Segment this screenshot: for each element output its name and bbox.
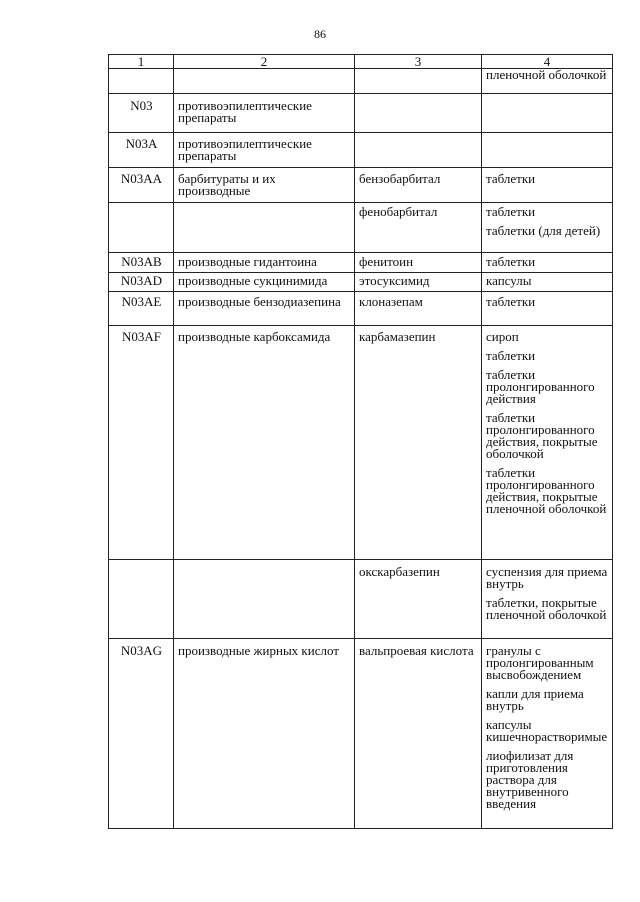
dosage-form: капсулы — [486, 273, 532, 288]
dosage-form: таблетки (для детей) — [486, 223, 601, 238]
group-cell: противоэпилептические препараты — [174, 133, 355, 168]
atc-code-cell: N03 — [109, 94, 174, 133]
page-number: 86 — [314, 27, 326, 41]
table-row — [109, 560, 613, 639]
group-cell: производные жирных кислот — [174, 639, 355, 829]
dosage-form: суспензия для приема внутрь — [486, 564, 608, 591]
drug-name-cell — [355, 133, 482, 168]
dosage-form: пленочной оболочкой — [486, 67, 607, 82]
table-row — [109, 94, 613, 133]
drug-name-cell — [355, 69, 482, 94]
drug-name-cell: клоназепам — [355, 292, 482, 326]
drug-name-cell: бензобарбитал — [355, 168, 482, 203]
dosage-form: гранулы с пролонгированным высвобождением — [486, 643, 594, 682]
group-cell: противоэпилептические препараты — [174, 94, 355, 133]
table-row — [109, 292, 613, 326]
drug-name-cell: этосуксимид — [355, 273, 482, 292]
dosage-forms-cell — [482, 292, 613, 326]
dosage-form: сироп — [486, 329, 519, 344]
drug-name-cell: фенобарбитал — [355, 203, 482, 253]
dosage-forms-cell — [482, 168, 613, 203]
table-row — [109, 273, 613, 292]
table-row — [109, 203, 613, 253]
dosage-form: таблетки пролонгированного действия — [486, 367, 595, 406]
dosage-forms-cell — [482, 69, 613, 94]
dosage-form: капсулы кишечнорастворимые — [486, 717, 608, 744]
drug-name-cell — [355, 94, 482, 133]
dosage-form: таблетки — [486, 171, 536, 186]
drug-name-cell: окскарбазепин — [355, 560, 482, 639]
table-row — [109, 326, 613, 560]
atc-code-cell — [109, 69, 174, 94]
group-cell: барбитураты и их производные — [174, 168, 355, 203]
group-cell: производные гидантоина — [174, 253, 355, 273]
table-row — [109, 133, 613, 168]
dosage-form: таблетки, покрытые пленочной оболочкой — [486, 595, 607, 622]
dosage-forms-cell — [482, 203, 613, 253]
atc-code-cell: N03AD — [109, 273, 174, 292]
table-row — [109, 168, 613, 203]
dosage-forms-cell — [482, 133, 613, 168]
dosage-forms-cell — [482, 560, 613, 639]
atc-code-cell — [109, 560, 174, 639]
drug-name-cell: карбамазепин — [355, 326, 482, 560]
dosage-form: таблетки — [486, 294, 536, 309]
dosage-form: таблетки пролонгированного действия, покрытые оболочкой — [486, 410, 598, 461]
group-cell: производные бензодиазепина — [174, 292, 355, 326]
group-cell — [174, 203, 355, 253]
column-header-2: 2 — [174, 55, 355, 69]
column-header-1: 1 — [109, 55, 174, 69]
column-header-3: 3 — [355, 55, 482, 69]
group-cell — [174, 560, 355, 639]
dosage-form: капли для приема внутрь — [486, 686, 584, 713]
dosage-form: таблетки пролонгированного действия, покрытые пленочной оболочкой — [486, 465, 607, 516]
dosage-forms-cell — [482, 326, 613, 560]
table-row — [109, 253, 613, 273]
dosage-form: таблетки — [486, 204, 536, 219]
atc-code-cell: N03A — [109, 133, 174, 168]
column-header-4: 4 — [482, 55, 613, 69]
table-row — [109, 639, 613, 829]
dosage-forms-cell — [482, 273, 613, 292]
dosage-form: таблетки — [486, 254, 536, 269]
dosage-form: таблетки — [486, 348, 536, 363]
atc-code-cell: N03AE — [109, 292, 174, 326]
dosage-form: лиофилизат для приготовления раствора для внутривенного введения — [486, 748, 574, 811]
drug-list-table — [108, 54, 613, 829]
group-cell — [174, 69, 355, 94]
dosage-forms-cell — [482, 94, 613, 133]
table-row — [109, 69, 613, 94]
group-cell: производные карбоксамида — [174, 326, 355, 560]
atc-code-cell: N03AG — [109, 639, 174, 829]
drug-name-cell: фенитоин — [355, 253, 482, 273]
group-cell: производные сукцинимида — [174, 273, 355, 292]
atc-code-cell — [109, 203, 174, 253]
atc-code-cell: N03AF — [109, 326, 174, 560]
atc-code-cell: N03AA — [109, 168, 174, 203]
atc-code-cell: N03AB — [109, 253, 174, 273]
dosage-forms-cell — [482, 639, 613, 829]
dosage-forms-cell — [482, 253, 613, 273]
drug-name-cell: вальпроевая кислота — [355, 639, 482, 829]
